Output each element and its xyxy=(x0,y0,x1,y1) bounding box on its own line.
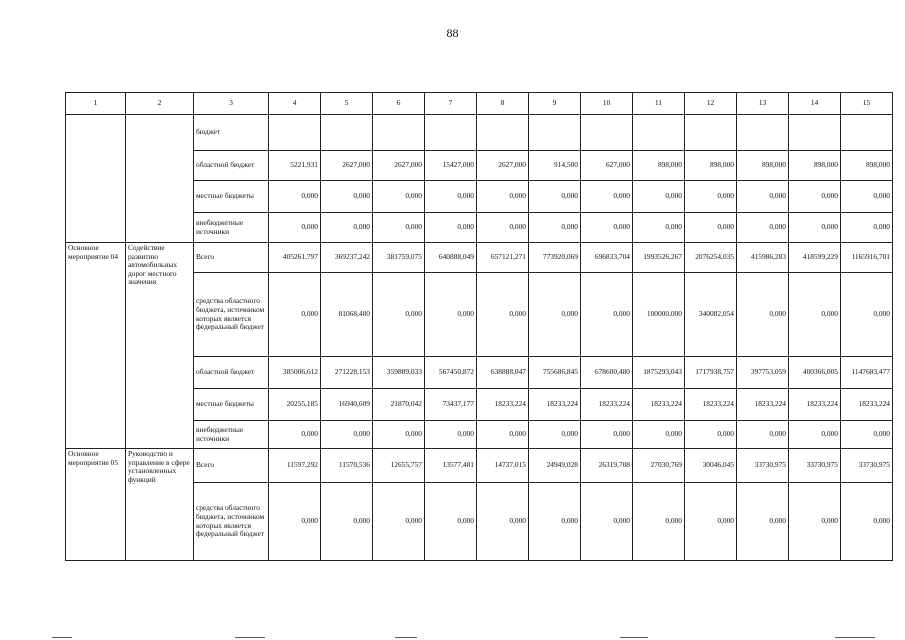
value-cell: 0,000 xyxy=(477,213,529,243)
value-cell: 400366,005 xyxy=(789,357,841,389)
footer-line xyxy=(52,637,72,638)
value-cell: 0,000 xyxy=(633,421,685,449)
value-cell: 755686,845 xyxy=(529,357,581,389)
value-cell: 2627,000 xyxy=(373,151,425,181)
source-label: Всего xyxy=(194,449,269,483)
header-cell: 12 xyxy=(685,93,737,115)
header-cell: 11 xyxy=(633,93,685,115)
value-cell xyxy=(321,115,373,151)
value-cell: 18233,224 xyxy=(685,389,737,421)
value-cell: 0,000 xyxy=(789,421,841,449)
header-cell: 1 xyxy=(66,93,126,115)
table-row xyxy=(66,243,893,273)
value-cell: 640888,049 xyxy=(425,243,477,273)
source-label: внебюджетные источники xyxy=(194,213,269,243)
source-label: областной бюджет xyxy=(194,357,269,389)
value-cell xyxy=(373,115,425,151)
value-cell: 0,000 xyxy=(373,181,425,213)
value-cell: 18233,224 xyxy=(477,389,529,421)
value-cell: 0,000 xyxy=(789,181,841,213)
blank-cell xyxy=(66,115,126,243)
value-cell: 0,000 xyxy=(581,273,633,357)
value-cell: 0,000 xyxy=(425,421,477,449)
value-cell: 14737,015 xyxy=(477,449,529,483)
value-cell: 0,000 xyxy=(425,181,477,213)
value-cell: 0,000 xyxy=(269,213,321,243)
value-cell: 18233,224 xyxy=(841,389,893,421)
value-cell: 0,000 xyxy=(841,483,893,561)
value-cell xyxy=(685,115,737,151)
value-cell: 0,000 xyxy=(841,181,893,213)
value-cell: 11570,536 xyxy=(321,449,373,483)
value-cell: 0,000 xyxy=(685,213,737,243)
value-cell: 0,000 xyxy=(477,421,529,449)
value-cell: 0,000 xyxy=(581,421,633,449)
value-cell: 0,000 xyxy=(529,483,581,561)
value-cell xyxy=(529,115,581,151)
header-cell: 15 xyxy=(841,93,893,115)
header-cell: 10 xyxy=(581,93,633,115)
value-cell: 1875293,043 xyxy=(633,357,685,389)
value-cell: 30046,045 xyxy=(685,449,737,483)
value-cell: 0,000 xyxy=(425,483,477,561)
value-cell: 0,000 xyxy=(321,483,373,561)
value-cell: 1993526,267 xyxy=(633,243,685,273)
activity-code: Основное мероприятие 04 xyxy=(66,243,126,449)
value-cell: 18233,224 xyxy=(633,389,685,421)
value-cell: 33730,975 xyxy=(737,449,789,483)
value-cell: 898,000 xyxy=(633,151,685,181)
source-label: средства областного бюджета, источником которых является федеральный бюджет xyxy=(194,483,269,561)
footer-line xyxy=(235,637,265,638)
value-cell: 657121,271 xyxy=(477,243,529,273)
value-cell: 0,000 xyxy=(269,483,321,561)
value-cell: 0,000 xyxy=(321,213,373,243)
value-cell: 12655,757 xyxy=(373,449,425,483)
value-cell: 0,000 xyxy=(269,181,321,213)
value-cell: 898,000 xyxy=(737,151,789,181)
value-cell: 0,000 xyxy=(737,483,789,561)
value-cell: 405261,797 xyxy=(269,243,321,273)
value-cell: 0,000 xyxy=(789,213,841,243)
value-cell: 0,000 xyxy=(633,181,685,213)
value-cell: 0,000 xyxy=(425,213,477,243)
value-cell: 567450,872 xyxy=(425,357,477,389)
value-cell: 0,000 xyxy=(737,181,789,213)
source-label: бюджет xyxy=(194,115,269,151)
value-cell: 20255,185 xyxy=(269,389,321,421)
value-cell: 381759,075 xyxy=(373,243,425,273)
value-cell: 27030,769 xyxy=(633,449,685,483)
value-cell: 73437,177 xyxy=(425,389,477,421)
value-cell: 26319,708 xyxy=(581,449,633,483)
value-cell: 0,000 xyxy=(529,421,581,449)
value-cell: 385006,612 xyxy=(269,357,321,389)
value-cell: 0,000 xyxy=(373,421,425,449)
value-cell: 2076254,035 xyxy=(685,243,737,273)
value-cell: 24949,028 xyxy=(529,449,581,483)
value-cell: 1147683,477 xyxy=(841,357,893,389)
value-cell xyxy=(789,115,841,151)
value-cell: 678600,480 xyxy=(581,357,633,389)
value-cell: 0,000 xyxy=(477,273,529,357)
header-cell: 3 xyxy=(194,93,269,115)
value-cell: 0,000 xyxy=(373,273,425,357)
value-cell: 100000,000 xyxy=(633,273,685,357)
value-cell: 0,000 xyxy=(321,421,373,449)
value-cell: 0,000 xyxy=(737,273,789,357)
value-cell: 0,000 xyxy=(321,181,373,213)
value-cell: 13577,481 xyxy=(425,449,477,483)
value-cell xyxy=(737,115,789,151)
value-cell: 0,000 xyxy=(477,181,529,213)
value-cell: 0,000 xyxy=(529,181,581,213)
value-cell: 369237,242 xyxy=(321,243,373,273)
blank-cell xyxy=(126,115,194,243)
value-cell: 0,000 xyxy=(529,213,581,243)
value-cell xyxy=(269,115,321,151)
source-label: местные бюджеты xyxy=(194,181,269,213)
value-cell: 340082,054 xyxy=(685,273,737,357)
value-cell: 0,000 xyxy=(685,181,737,213)
value-cell: 0,000 xyxy=(841,213,893,243)
value-cell: 1165916,701 xyxy=(841,243,893,273)
value-cell: 0,000 xyxy=(373,483,425,561)
value-cell: 914,500 xyxy=(529,151,581,181)
header-cell: 9 xyxy=(529,93,581,115)
header-cell: 7 xyxy=(425,93,477,115)
value-cell: 898,000 xyxy=(685,151,737,181)
value-cell: 0,000 xyxy=(529,273,581,357)
value-cell: 0,000 xyxy=(269,273,321,357)
value-cell xyxy=(425,115,477,151)
header-row xyxy=(66,93,893,115)
value-cell: 33730,975 xyxy=(841,449,893,483)
source-label: областной бюджет xyxy=(194,151,269,181)
value-cell: 397753,059 xyxy=(737,357,789,389)
source-label: средства областного бюджета, источником которых является федеральный бюджет xyxy=(194,273,269,357)
value-cell: 638888,047 xyxy=(477,357,529,389)
header-cell: 13 xyxy=(737,93,789,115)
value-cell: 0,000 xyxy=(633,483,685,561)
header-cell: 6 xyxy=(373,93,425,115)
value-cell: 33730,975 xyxy=(789,449,841,483)
source-label: внебюджетные источники xyxy=(194,421,269,449)
footer-line xyxy=(620,637,648,638)
value-cell: 0,000 xyxy=(737,213,789,243)
footer-line xyxy=(835,637,875,638)
value-cell: 0,000 xyxy=(477,483,529,561)
value-cell: 418599,229 xyxy=(789,243,841,273)
value-cell: 359889,033 xyxy=(373,357,425,389)
activity-code: Основное мероприятие 05 xyxy=(66,449,126,561)
value-cell: 11597,292 xyxy=(269,449,321,483)
page-number: 88 xyxy=(446,26,459,40)
value-cell xyxy=(633,115,685,151)
value-cell xyxy=(477,115,529,151)
value-cell: 0,000 xyxy=(373,213,425,243)
table-row xyxy=(66,449,893,483)
value-cell: 773920,069 xyxy=(529,243,581,273)
value-cell: 1717938,757 xyxy=(685,357,737,389)
value-cell xyxy=(841,115,893,151)
value-cell: 0,000 xyxy=(633,213,685,243)
value-cell: 0,000 xyxy=(269,421,321,449)
value-cell: 2627,000 xyxy=(477,151,529,181)
value-cell xyxy=(581,115,633,151)
source-label: Всего xyxy=(194,243,269,273)
value-cell: 2627,000 xyxy=(321,151,373,181)
value-cell: 0,000 xyxy=(581,181,633,213)
value-cell: 0,000 xyxy=(581,483,633,561)
value-cell: 415986,283 xyxy=(737,243,789,273)
header-cell: 8 xyxy=(477,93,529,115)
value-cell: 627,000 xyxy=(581,151,633,181)
value-cell: 0,000 xyxy=(841,421,893,449)
header-cell: 2 xyxy=(126,93,194,115)
header-cell: 14 xyxy=(789,93,841,115)
value-cell: 0,000 xyxy=(789,483,841,561)
value-cell: 18233,224 xyxy=(581,389,633,421)
budget-table xyxy=(65,92,893,561)
value-cell: 0,000 xyxy=(581,213,633,243)
value-cell: 898,000 xyxy=(789,151,841,181)
footer-line xyxy=(395,637,417,638)
activity-name: Руководство и управление в сфере установленных функций xyxy=(126,449,194,561)
table-row xyxy=(66,115,893,151)
activity-name: Содействие развитию автомобильных дорог местного значения xyxy=(126,243,194,449)
value-cell: 18233,224 xyxy=(529,389,581,421)
value-cell: 21870,042 xyxy=(373,389,425,421)
header-cell: 5 xyxy=(321,93,373,115)
value-cell: 898,000 xyxy=(841,151,893,181)
value-cell: 18233,224 xyxy=(789,389,841,421)
header-cell: 4 xyxy=(269,93,321,115)
value-cell: 0,000 xyxy=(841,273,893,357)
value-cell: 15427,000 xyxy=(425,151,477,181)
value-cell: 81068,480 xyxy=(321,273,373,357)
value-cell: 16940,609 xyxy=(321,389,373,421)
value-cell: 18233,224 xyxy=(737,389,789,421)
value-cell: 0,000 xyxy=(425,273,477,357)
value-cell: 696833,704 xyxy=(581,243,633,273)
source-label: местные бюджеты xyxy=(194,389,269,421)
value-cell: 0,000 xyxy=(685,421,737,449)
value-cell: 5221,931 xyxy=(269,151,321,181)
value-cell: 0,000 xyxy=(789,273,841,357)
value-cell: 0,000 xyxy=(737,421,789,449)
value-cell: 0,000 xyxy=(685,483,737,561)
value-cell: 271228,153 xyxy=(321,357,373,389)
